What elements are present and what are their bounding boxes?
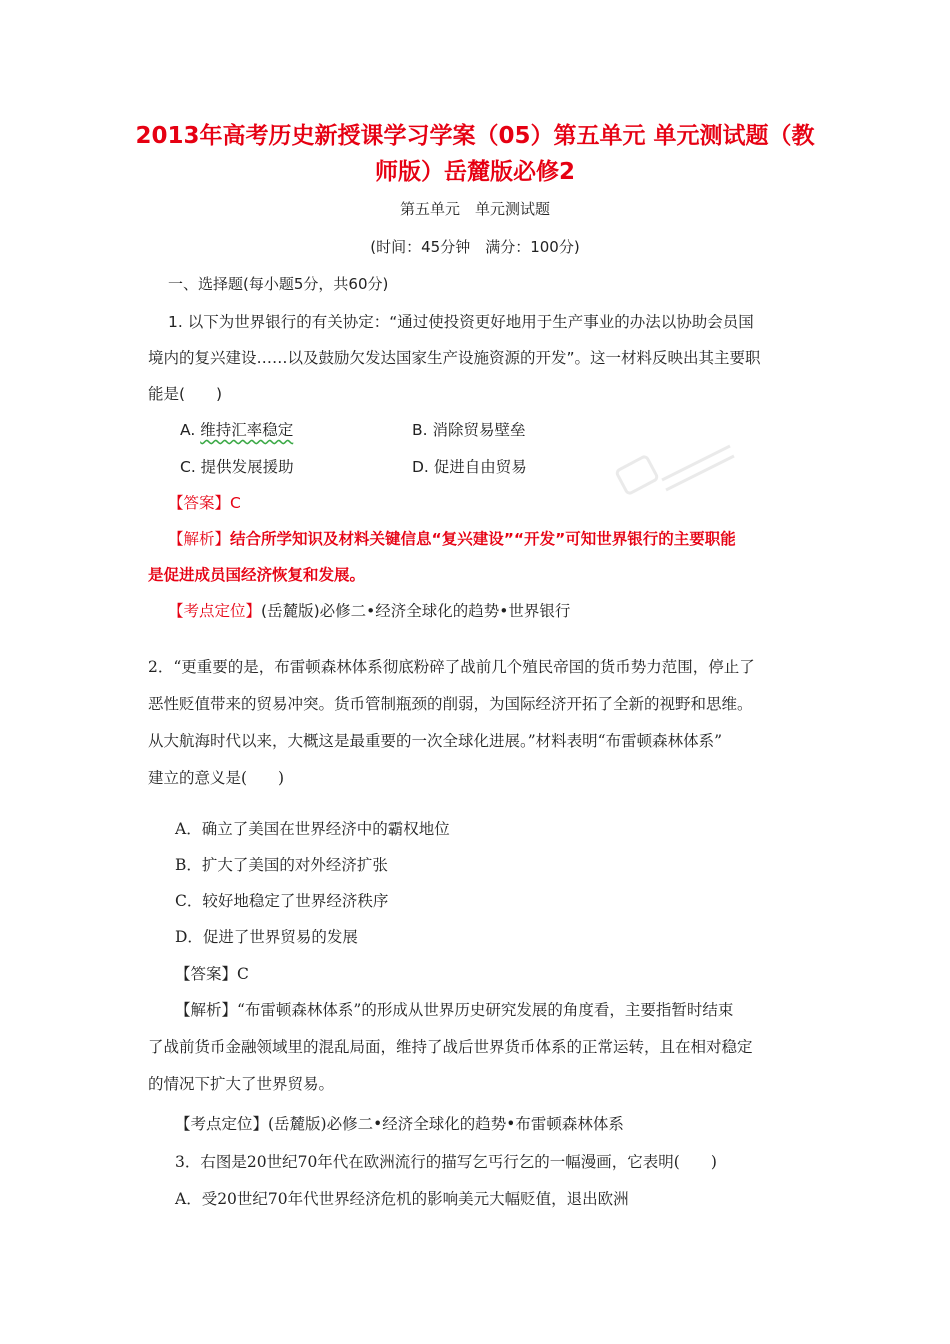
q2-analysis-line-2: 了战前货币金融领域里的混乱局面，维持了战后世界货币体系的正常运转，且在相对稳定	[148, 1038, 753, 1056]
q2-option-d: D．促进了世界贸易的发展	[175, 928, 358, 946]
q1-option-a-letter: A.	[180, 421, 196, 439]
q2-stem-line-1: 2．“更重要的是，布雷顿森林体系彻底粉碎了战前几个殖民帝国的货币势力范围，停止了	[148, 658, 755, 676]
q1-answer-label: 【答案】	[168, 494, 231, 512]
q2-option-c: C．较好地稳定了世界经济秩序	[175, 892, 389, 910]
q1-option-a	[180, 418, 293, 440]
title-line-1: 2013年高考历史新授课学习学案（05）第五单元 单元测试题（教	[135, 123, 815, 149]
q1-option-a-text: 维持汇率稳定	[200, 421, 294, 439]
q2-stem-line-4: 建立的意义是( )	[148, 769, 285, 787]
title-line-2: 师版）岳麓版必修2	[374, 159, 575, 185]
q2-option-a: A．确立了美国在世界经济中的霸权地位	[175, 820, 450, 838]
q3-stem: 3．右图是20世纪70年代在欧洲流行的描写乞丐行乞的一幅漫画，它表明( )	[175, 1153, 717, 1171]
q1-location-label: 【考点定位】	[168, 602, 262, 620]
q2-stem-line-2: 恶性贬值带来的贸易冲突。货币管制瓶颈的削弱，为国际经济开拓了全新的视野和思维。	[148, 695, 753, 713]
q1-option-d: D. 促进自由贸易	[412, 458, 527, 476]
q1-stem-line-3: 能是( )	[148, 385, 223, 403]
watermark-mark	[600, 440, 750, 520]
section-heading: 一、选择题(每小题5分，共60分)	[168, 275, 389, 293]
q2-option-b: B．扩大了美国的对外经济扩张	[175, 856, 388, 874]
q3-option-a: A．受20世纪70年代世界经济危机的影响美元大幅贬值，退出欧洲	[175, 1190, 629, 1208]
q2-analysis-line-3: 的情况下扩大了世界贸易。	[148, 1075, 335, 1093]
time-info: (时间：45分钟 满分：100分)	[370, 238, 580, 256]
q2-stem-line-3: 从大航海时代以来，大概这是最重要的一次全球化进展。”材料表明“布雷顿森林体系”	[148, 732, 723, 750]
unit-subtitle: 第五单元 单元测试题	[399, 200, 550, 218]
q1-stem-line-2: 境内的复兴建设……以及鼓励欠发达国家生产设施资源的开发”。这一材料反映出其主要职	[148, 349, 761, 367]
q1-stem-line-1: 1. 以下为世界银行的有关协定：“通过使投资更好地用于生产事业的办法以协助会员国	[168, 313, 754, 331]
watermark-stamp-icon	[616, 446, 734, 494]
q1-analysis-line-1	[168, 527, 736, 549]
q1-option-c: C. 提供发展援助	[180, 458, 294, 476]
q1-analysis-line-2: 是促进成员国经济恢复和发展。	[148, 566, 366, 584]
q1-location-text: (岳麓版)必修二•经济全球化的趋势•世界银行	[261, 602, 571, 620]
document-title	[100, 118, 850, 190]
q1-answer-value: C	[230, 494, 241, 512]
q2-analysis-line-1: 【解析】“布雷顿森林体系”的形成从世界历史研究发展的角度看，主要指暂时结束	[175, 1001, 734, 1019]
q1-analysis-label: 【解析】	[168, 530, 231, 548]
q1-answer	[168, 491, 241, 513]
q1-option-b: B. 消除贸易壁垒	[412, 421, 526, 439]
q1-analysis-text-1: 结合所学知识及材料关键信息“复兴建设”“开发”可知世界银行的主要职能	[230, 530, 736, 548]
q2-answer: 【答案】C	[175, 965, 249, 983]
q2-location: 【考点定位】(岳麓版)必修二•经济全球化的趋势•布雷顿森林体系	[175, 1115, 624, 1133]
q1-location	[168, 599, 570, 621]
